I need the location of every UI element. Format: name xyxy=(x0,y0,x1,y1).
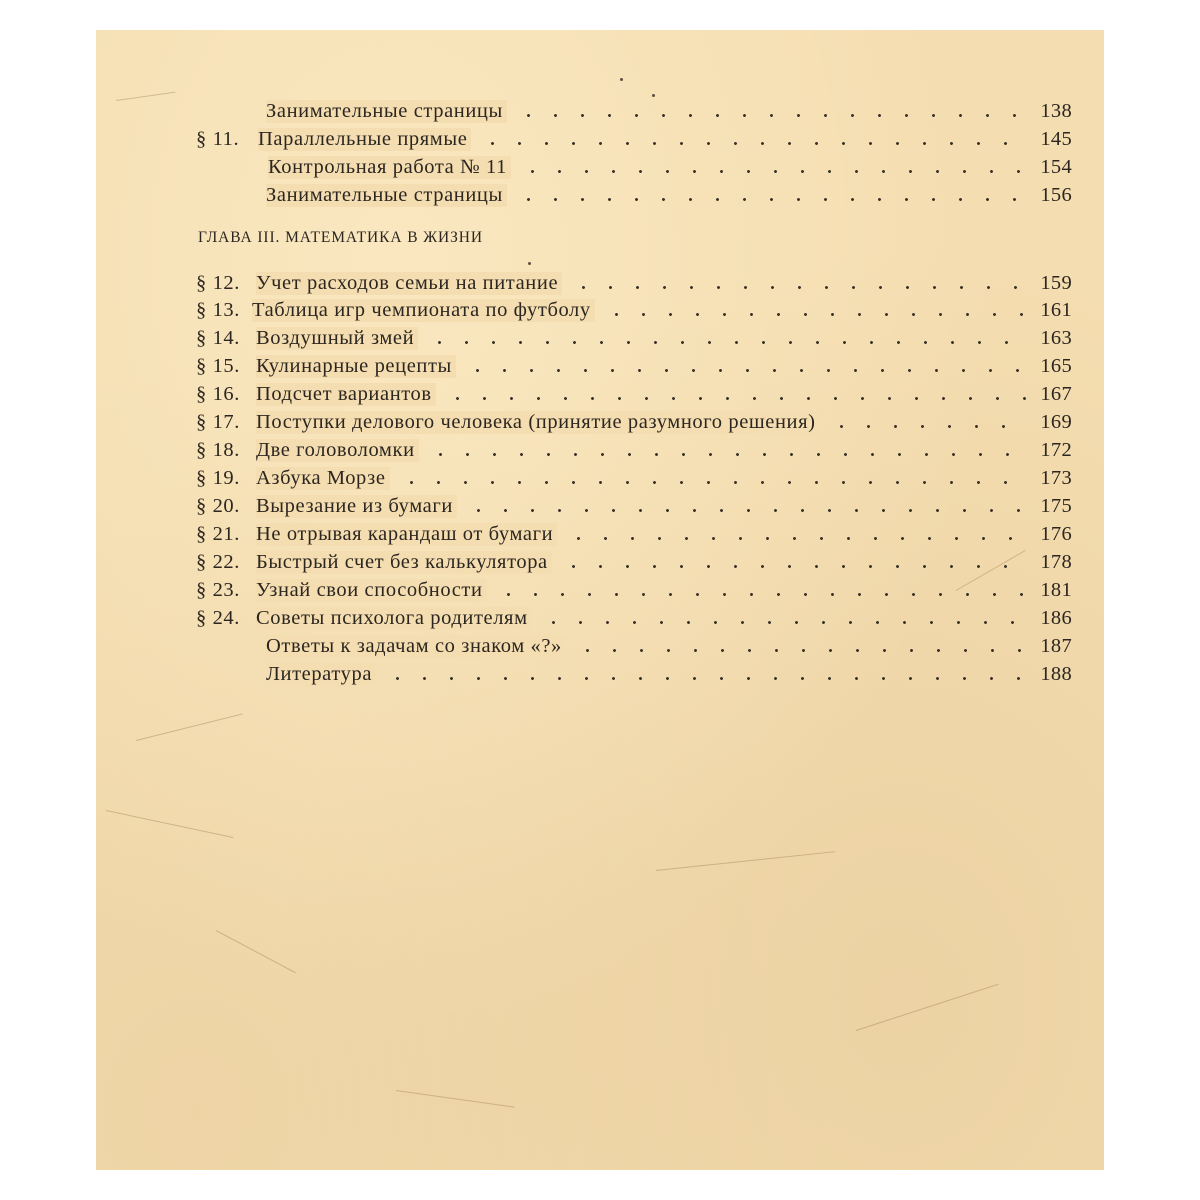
entry-title: Учет расходов семьи на питание xyxy=(256,272,562,295)
dot-leader xyxy=(515,198,1028,201)
page-number: 178 xyxy=(1040,551,1072,573)
toc-entry xyxy=(96,551,1104,577)
toc-entry xyxy=(96,467,1104,493)
page-number: 187 xyxy=(1040,635,1072,657)
page-number: 165 xyxy=(1040,355,1072,377)
toc-entry xyxy=(96,523,1104,549)
page-number: 176 xyxy=(1040,523,1072,545)
dot-leader xyxy=(603,313,1029,316)
entry-title: Занимательные страницы xyxy=(266,184,507,207)
section-number: § 16. xyxy=(196,383,240,405)
entry-title: Параллельные прямые xyxy=(258,128,471,151)
toc-entry xyxy=(96,272,1104,298)
entry-title: Контрольная работа № 11 xyxy=(268,156,511,179)
section-number: § 21. xyxy=(196,523,240,545)
entry-title: Две головоломки xyxy=(256,439,419,462)
page-number: 169 xyxy=(1040,411,1072,433)
dot-leader xyxy=(540,621,1029,624)
page-number: 161 xyxy=(1040,299,1072,321)
toc-entry xyxy=(96,495,1104,521)
dot-leader xyxy=(398,481,1029,484)
page-number: 163 xyxy=(1040,327,1072,349)
section-number: § 20. xyxy=(196,495,240,517)
entry-title: Узнай свои способности xyxy=(256,579,487,602)
dot-leader xyxy=(570,286,1028,289)
toc-entry xyxy=(96,156,1104,182)
page-number: 154 xyxy=(1040,156,1072,178)
section-number: § 24. xyxy=(196,607,240,629)
section-number: § 23. xyxy=(196,579,240,601)
dot-leader xyxy=(426,341,1028,344)
dot-leader xyxy=(464,369,1028,372)
entry-title: Таблица игр чемпионата по футболу xyxy=(252,299,595,322)
toc-entry xyxy=(96,439,1104,465)
section-number: § 13. xyxy=(196,299,240,321)
page-number: 188 xyxy=(1040,663,1072,685)
page-number: 172 xyxy=(1040,439,1072,461)
toc-entry xyxy=(96,383,1104,409)
toc-entry xyxy=(96,184,1104,210)
dot-leader xyxy=(574,649,1028,652)
entry-title: Занимательные страницы xyxy=(266,100,507,123)
section-number: § 18. xyxy=(196,439,240,461)
toc-entry xyxy=(96,128,1104,154)
dot-leader xyxy=(560,565,1029,568)
toc-entry xyxy=(96,635,1104,661)
dot-leader xyxy=(427,453,1029,456)
page-number: 138 xyxy=(1040,100,1072,122)
entry-title: Поступки делового человека (принятие разумного решения) xyxy=(256,411,820,434)
dot-leader xyxy=(519,170,1028,173)
entry-title: Ответы к задачам со знаком «?» xyxy=(266,635,566,658)
page-number: 145 xyxy=(1040,128,1072,150)
entry-title: Советы психолога родителям xyxy=(256,607,532,630)
toc-entry xyxy=(96,663,1104,689)
dot-leader xyxy=(828,425,1029,428)
page-number: 167 xyxy=(1040,383,1072,405)
entry-title: Вырезание из бумаги xyxy=(256,495,457,518)
toc-entry xyxy=(96,299,1104,325)
toc-entry xyxy=(96,607,1104,633)
dot-leader xyxy=(444,397,1029,400)
section-number: § 17. xyxy=(196,411,240,433)
dot-leader xyxy=(384,677,1028,680)
dot-leader xyxy=(479,142,1028,145)
page-number: 186 xyxy=(1040,607,1072,629)
entry-title: Воздушный змей xyxy=(256,327,418,350)
section-number: § 15. xyxy=(196,355,240,377)
page-number: 173 xyxy=(1040,467,1072,489)
entry-title: Кулинарные рецепты xyxy=(256,355,456,378)
section-number: § 12. xyxy=(196,272,240,294)
dot-leader xyxy=(565,537,1028,540)
entry-title: Быстрый счет без калькулятора xyxy=(256,551,552,574)
page-number: 156 xyxy=(1040,184,1072,206)
dot-leader xyxy=(465,509,1028,512)
book-page xyxy=(96,30,1104,1170)
chapter-heading: ГЛАВА III. МАТЕМАТИКА В ЖИЗНИ xyxy=(198,229,483,246)
section-number: § 14. xyxy=(196,327,240,349)
page-number: 181 xyxy=(1040,579,1072,601)
entry-title: Подсчет вариантов xyxy=(256,383,436,406)
page-number: 159 xyxy=(1040,272,1072,294)
entry-title: Не отрывая карандаш от бумаги xyxy=(256,523,557,546)
section-number: § 19. xyxy=(196,467,240,489)
toc-entry xyxy=(96,100,1104,126)
toc-entry xyxy=(96,411,1104,437)
section-number: § 22. xyxy=(196,551,240,573)
dot-leader xyxy=(515,114,1028,117)
toc-entry xyxy=(96,327,1104,353)
page-number: 175 xyxy=(1040,495,1072,517)
toc-entry xyxy=(96,579,1104,605)
entry-title: Литература xyxy=(266,663,376,686)
section-number: § 11. xyxy=(196,128,240,150)
dot-leader xyxy=(495,593,1029,596)
entry-title: Азбука Морзе xyxy=(256,467,390,490)
toc-entry xyxy=(96,355,1104,381)
